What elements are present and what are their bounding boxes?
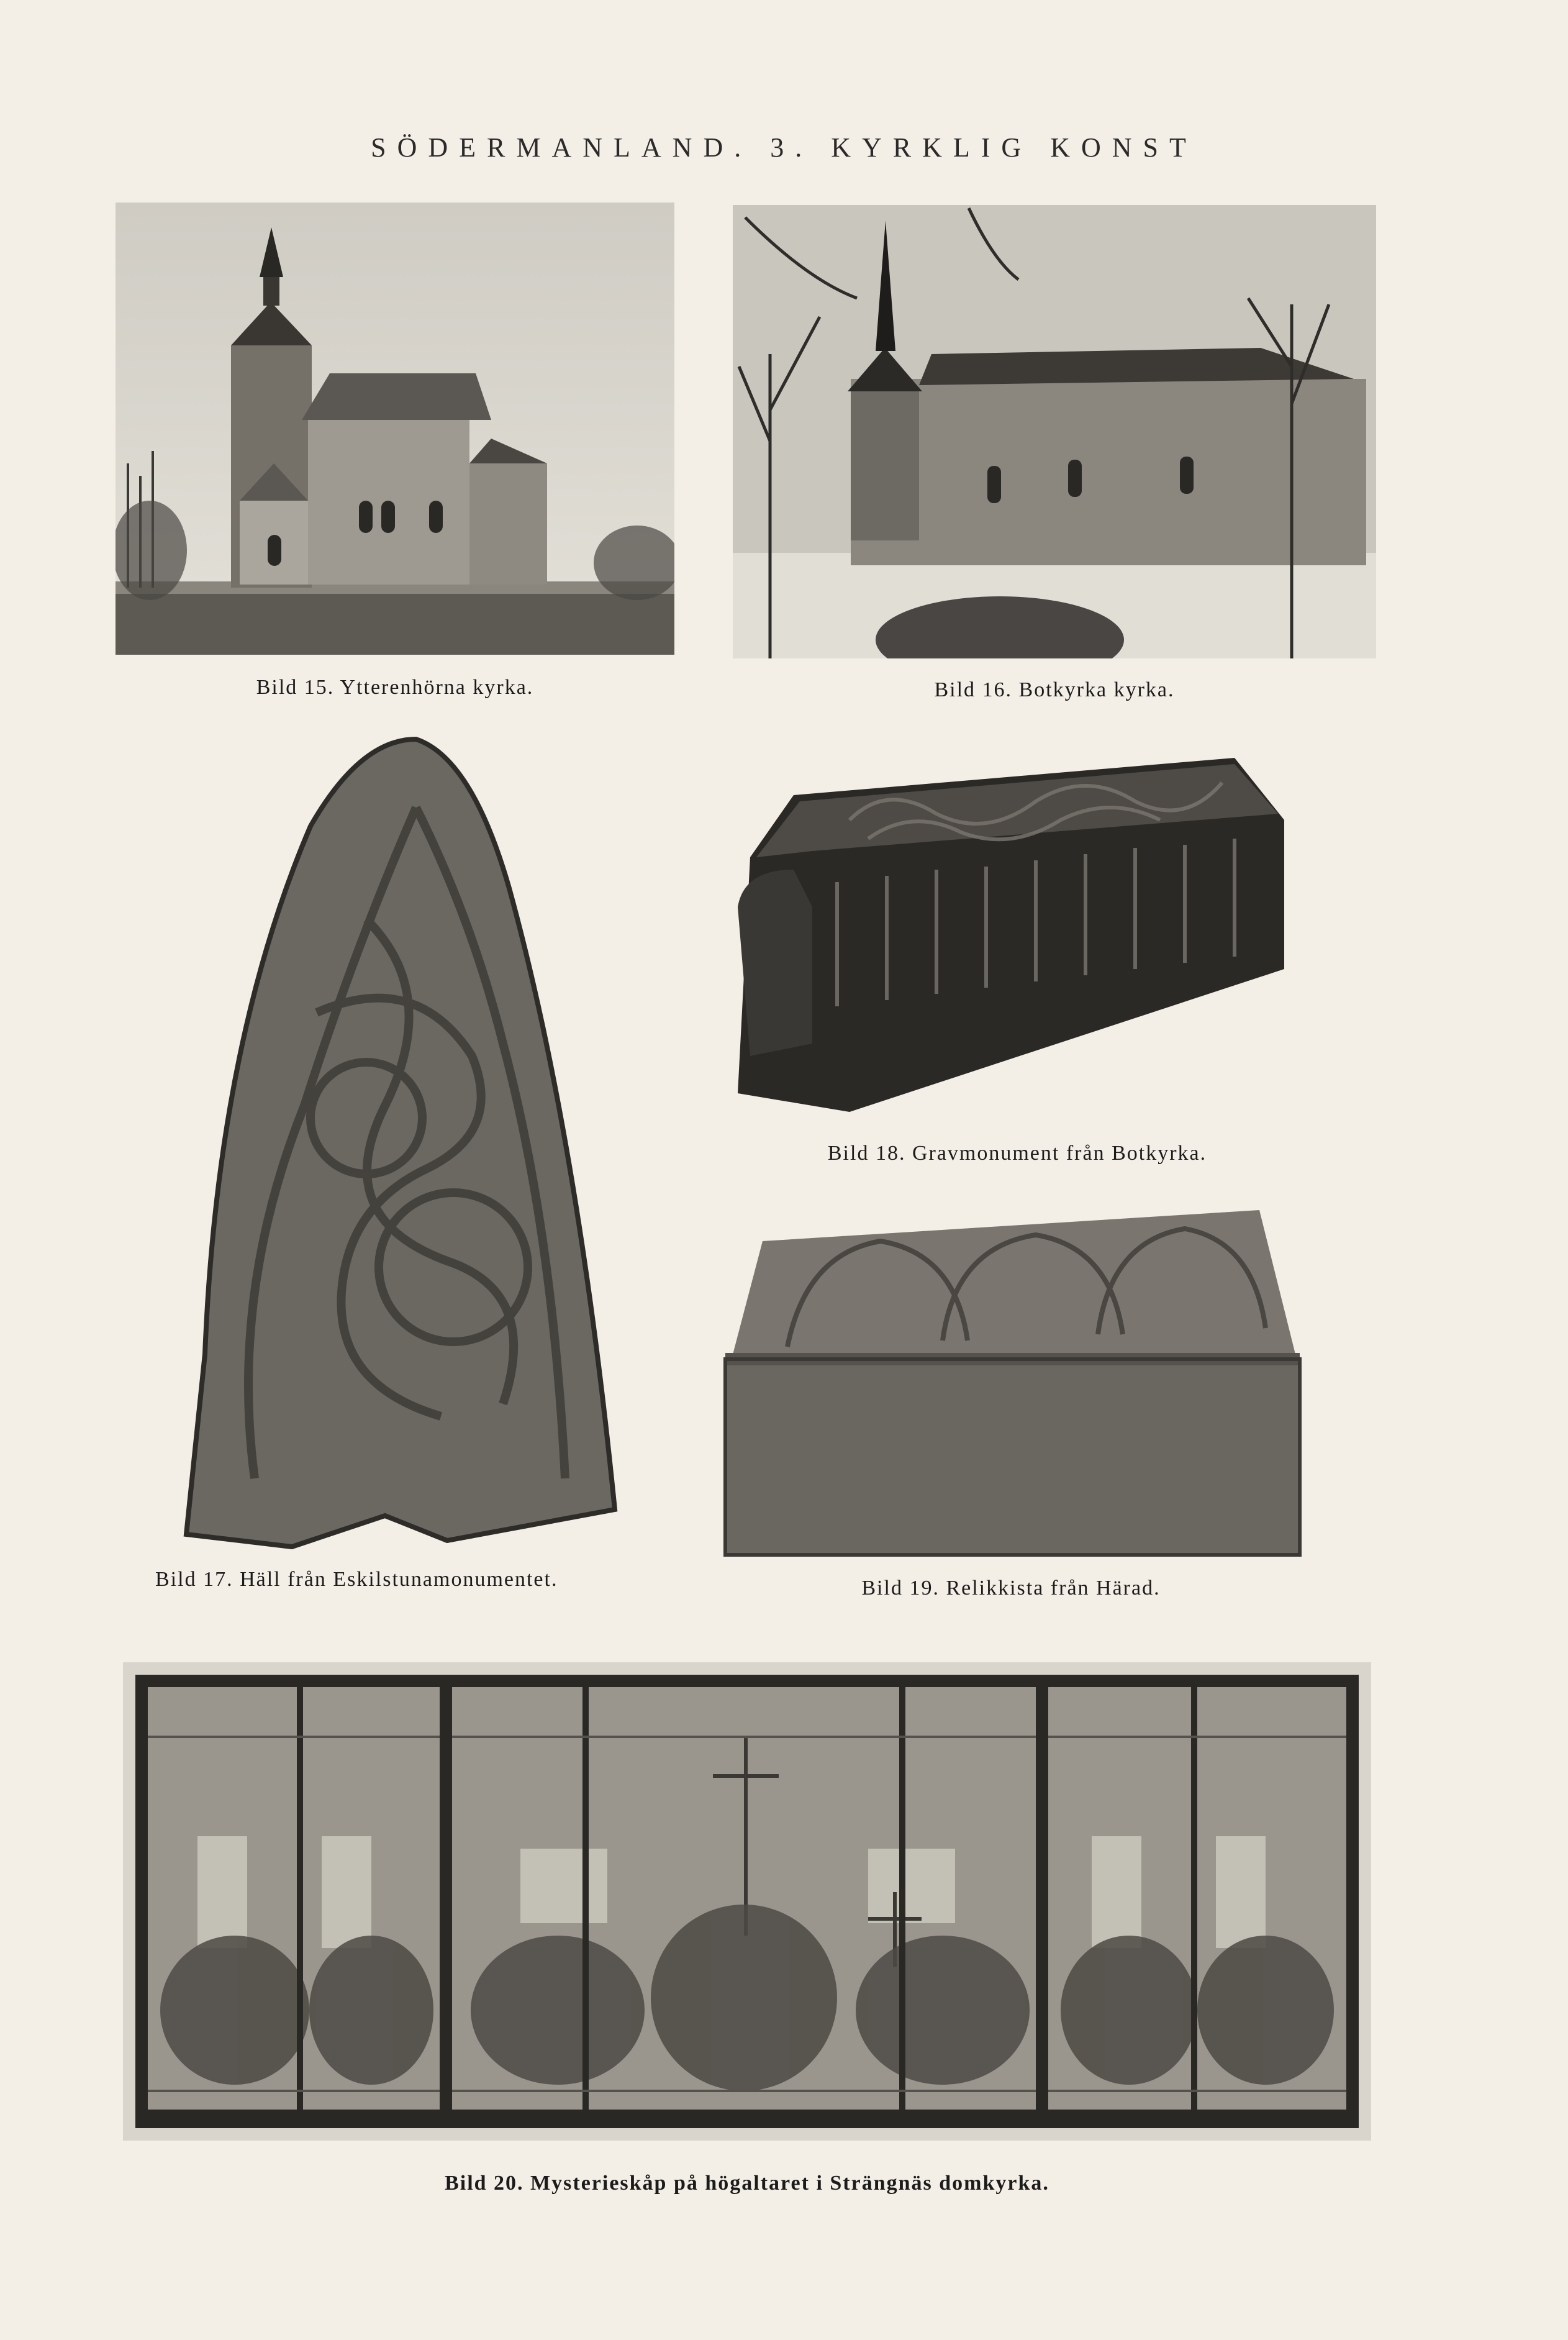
- caption-bild-16: Bild 16. Botkyrka kyrka.: [934, 678, 1175, 701]
- photo-ytterenhorna-church: [116, 203, 674, 655]
- caption-bild-15: Bild 15. Ytterenhörna kyrka.: [256, 676, 534, 699]
- photo-strangnas-altarpiece: [123, 1662, 1371, 2141]
- photo-botkyrka-church: [733, 205, 1376, 658]
- photo-harad-reliquary-chest: [719, 1204, 1303, 1563]
- caption-bild-20-text: Bild 20. Mysterieskåp på högaltaret i Strängnäs domkyrka.: [445, 2172, 1049, 2195]
- running-head: SÖDERMANLAND. 3. KYRKLIG KONST: [371, 132, 1197, 163]
- photo-botkyrka-grave-monument: [725, 745, 1309, 1118]
- caption-bild-18: Bild 18. Gravmonument från Botkyrka.: [827, 1142, 1207, 1165]
- photo-eskilstuna-rune-slab: [180, 733, 640, 1553]
- caption-bild-17: Bild 17. Häll från Eskilstunamonumentet.: [155, 1568, 558, 1591]
- caption-bild-19: Bild 19. Relikkista från Härad.: [861, 1577, 1161, 1600]
- caption-bild-20: [123, 2172, 1371, 2195]
